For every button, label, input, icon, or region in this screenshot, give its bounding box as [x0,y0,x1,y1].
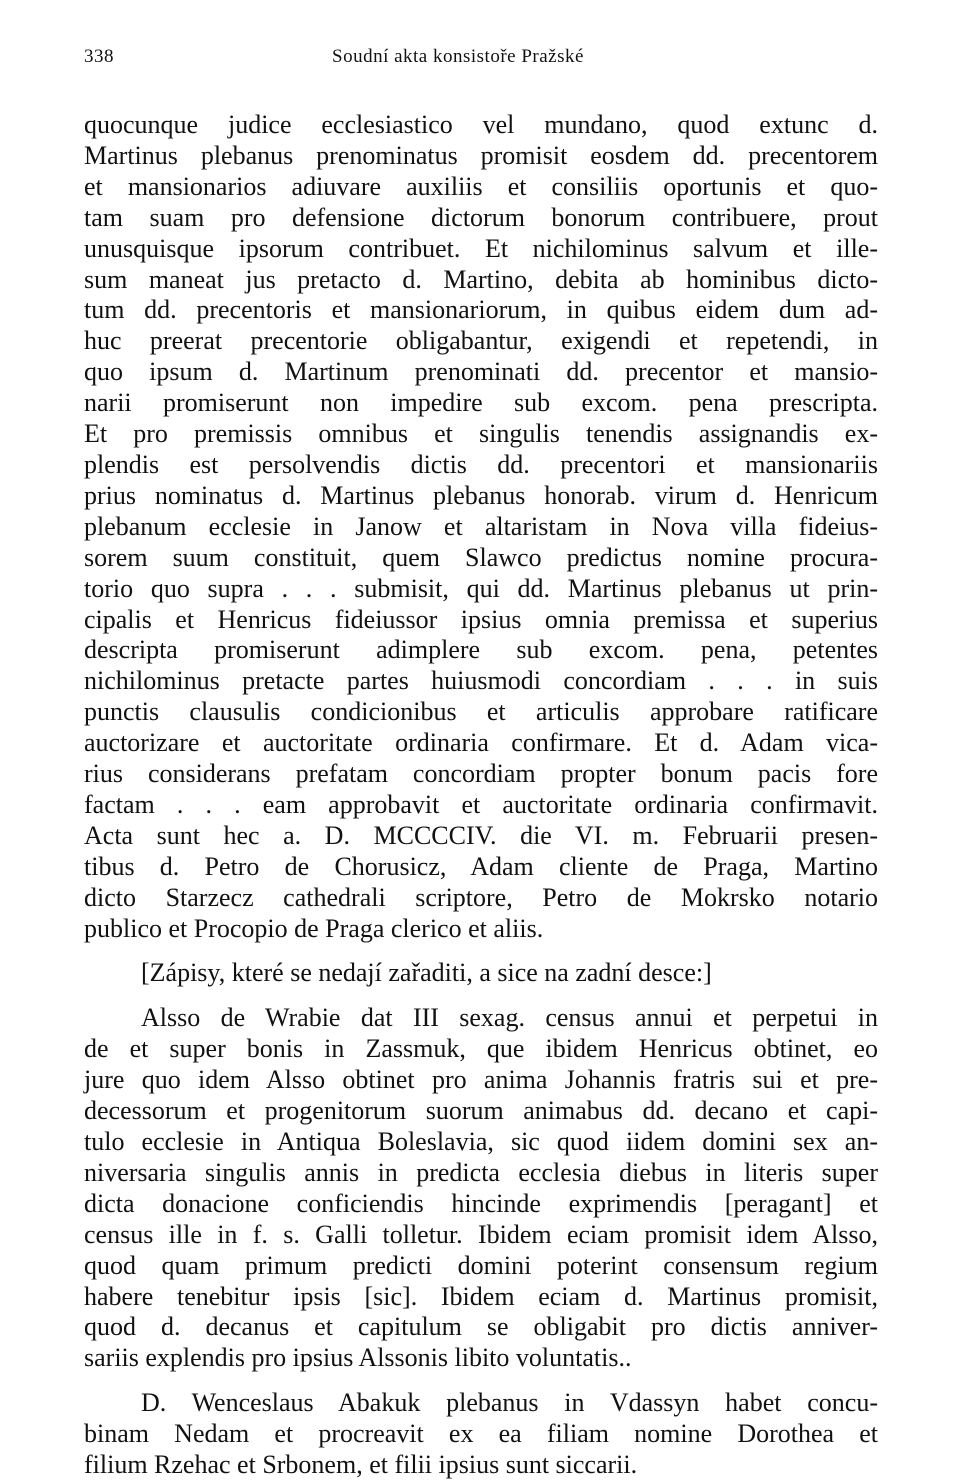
text-line: habere tenebitur ipsis [sic]. Ibidem eciam d. Martinus promisit, [84,1281,878,1311]
text-line: quod d. decanus et capitulum se obligabit pro dictis anniver- [84,1312,878,1342]
text-line: Acta sunt hec a. D. MCCCCIV. die VI. m. Februarii presen- [84,820,878,850]
body-text [84,110,878,1481]
paragraph-gap [84,989,878,1003]
text-line: unusquisque ipsorum contribuet. Et nichilominus salvum et ille- [84,233,878,263]
text-line: narii promiserunt non impedire sub excom. pena prescripta. [84,388,878,418]
paragraph-gap [84,1374,878,1388]
page-number: 338 [84,46,114,67]
text-line: punctis clausulis condicionibus et articulis approbare ratificare [84,697,878,727]
text-line: binam Nedam et procreavit ex ea filiam nomine Dorothea et [84,1419,878,1449]
text-line: cipalis et Henricus fideiussor ipsius omnia premissa et superius [84,604,878,634]
paragraph-gap [84,944,878,958]
text-line: niversaria singulis annis in predicta ecclesia diebus in literis super [84,1157,878,1187]
text-line: Alsso de Wrabie dat III sexag. census annui et perpetui in [141,1003,878,1033]
text-line: [Zápisy, které se nedají zařaditi, a sice na zadní desce:] [141,958,712,988]
text-line: plebanum ecclesie in Janow et altaristam in Nova villa fideius- [84,511,878,541]
text-line: descripta promiserunt adimplere sub excom. pena, petentes [84,635,878,665]
text-line: jure quo idem Alsso obtinet pro anima Johannis fratris sui et pre- [84,1065,878,1095]
text-line: quo ipsum d. Martinum prenominati dd. precentor et mansio- [84,357,878,387]
text-line: D. Wenceslaus Abakuk plebanus in Vdassyn habet concu- [141,1388,878,1418]
running-head [84,40,878,70]
text-line: dicto Starzecz cathedrali scriptore, Petro de Mokrsko notario [84,882,878,912]
paragraph [84,1388,878,1481]
paragraph [84,958,878,989]
running-title: Soudní akta konsistoře Pražské [332,46,584,67]
text-line: huc preerat precentorie obligabantur, exigendi et repetendi, in [84,326,878,356]
text-line: rius considerans prefatam concordiam propter bonum pacis fore [84,759,878,789]
text-line: decessorum et progenitorum suorum animabus dd. decano et capi- [84,1096,878,1126]
paragraph [84,1003,878,1374]
text-line: Martinus plebanus prenominatus promisit eosdem dd. precentorem [84,140,878,170]
text-line: plendis est persolvendis dictis dd. precentori et mansionariis [84,449,878,479]
text-line: tum dd. precentoris et mansionariorum, in quibus eidem dum ad- [84,295,878,325]
text-line: nichilominus pretacte partes huiusmodi concordiam . . . in suis [84,666,878,696]
text-line: census ille in f. s. Galli tolletur. Ibidem eciam promisit idem Alsso, [84,1219,878,1249]
text-line: quocunque judice ecclesiastico vel mundano, quod extunc d. [84,110,878,139]
paragraph [84,110,878,944]
text-line: filium Rzehac et Srbonem, et filii ipsius sunt siccarii. [84,1450,638,1480]
text-line: sariis explendis pro ipsius Alssonis libito voluntatis.. [84,1343,632,1373]
text-line: et mansionarios adiuvare auxiliis et consiliis oportunis et quo- [84,171,878,201]
text-line: prius nominatus d. Martinus plebanus honorab. virum d. Henricum [84,480,878,510]
text-line: quod quam primum predicti domini poterint consensum regium [84,1250,878,1280]
text-line: auctorizare et auctoritate ordinaria confirmare. Et d. Adam vica- [84,728,878,758]
text-line: factam . . . eam approbavit et auctoritate ordinaria confirmavit. [84,789,878,819]
text-line: dicta donacione conficiendis hincinde exprimendis [peragant] et [84,1188,878,1218]
text-line: torio quo supra . . . submisit, qui dd. Martinus plebanus ut prin- [84,573,878,603]
text-line: sorem suum constituit, quem Slawco predictus nomine procura- [84,542,878,572]
text-line: Et pro premissis omnibus et singulis tenendis assignandis ex- [84,419,878,449]
text-line: de et super bonis in Zassmuk, que ibidem Henricus obtinet, eo [84,1034,878,1064]
text-line: tam suam pro defensione dictorum bonorum contribuere, prout [84,202,878,232]
text-line: tibus d. Petro de Chorusicz, Adam cliente de Praga, Martino [84,851,878,881]
text-line: publico et Procopio de Praga clerico et aliis. [84,913,544,943]
text-line: sum maneat jus pretacto d. Martino, debita ab hominibus dicto- [84,264,878,294]
document-page [84,40,878,1481]
text-line: tulo ecclesie in Antiqua Boleslavia, sic quod iidem domini sex an- [84,1127,878,1156]
